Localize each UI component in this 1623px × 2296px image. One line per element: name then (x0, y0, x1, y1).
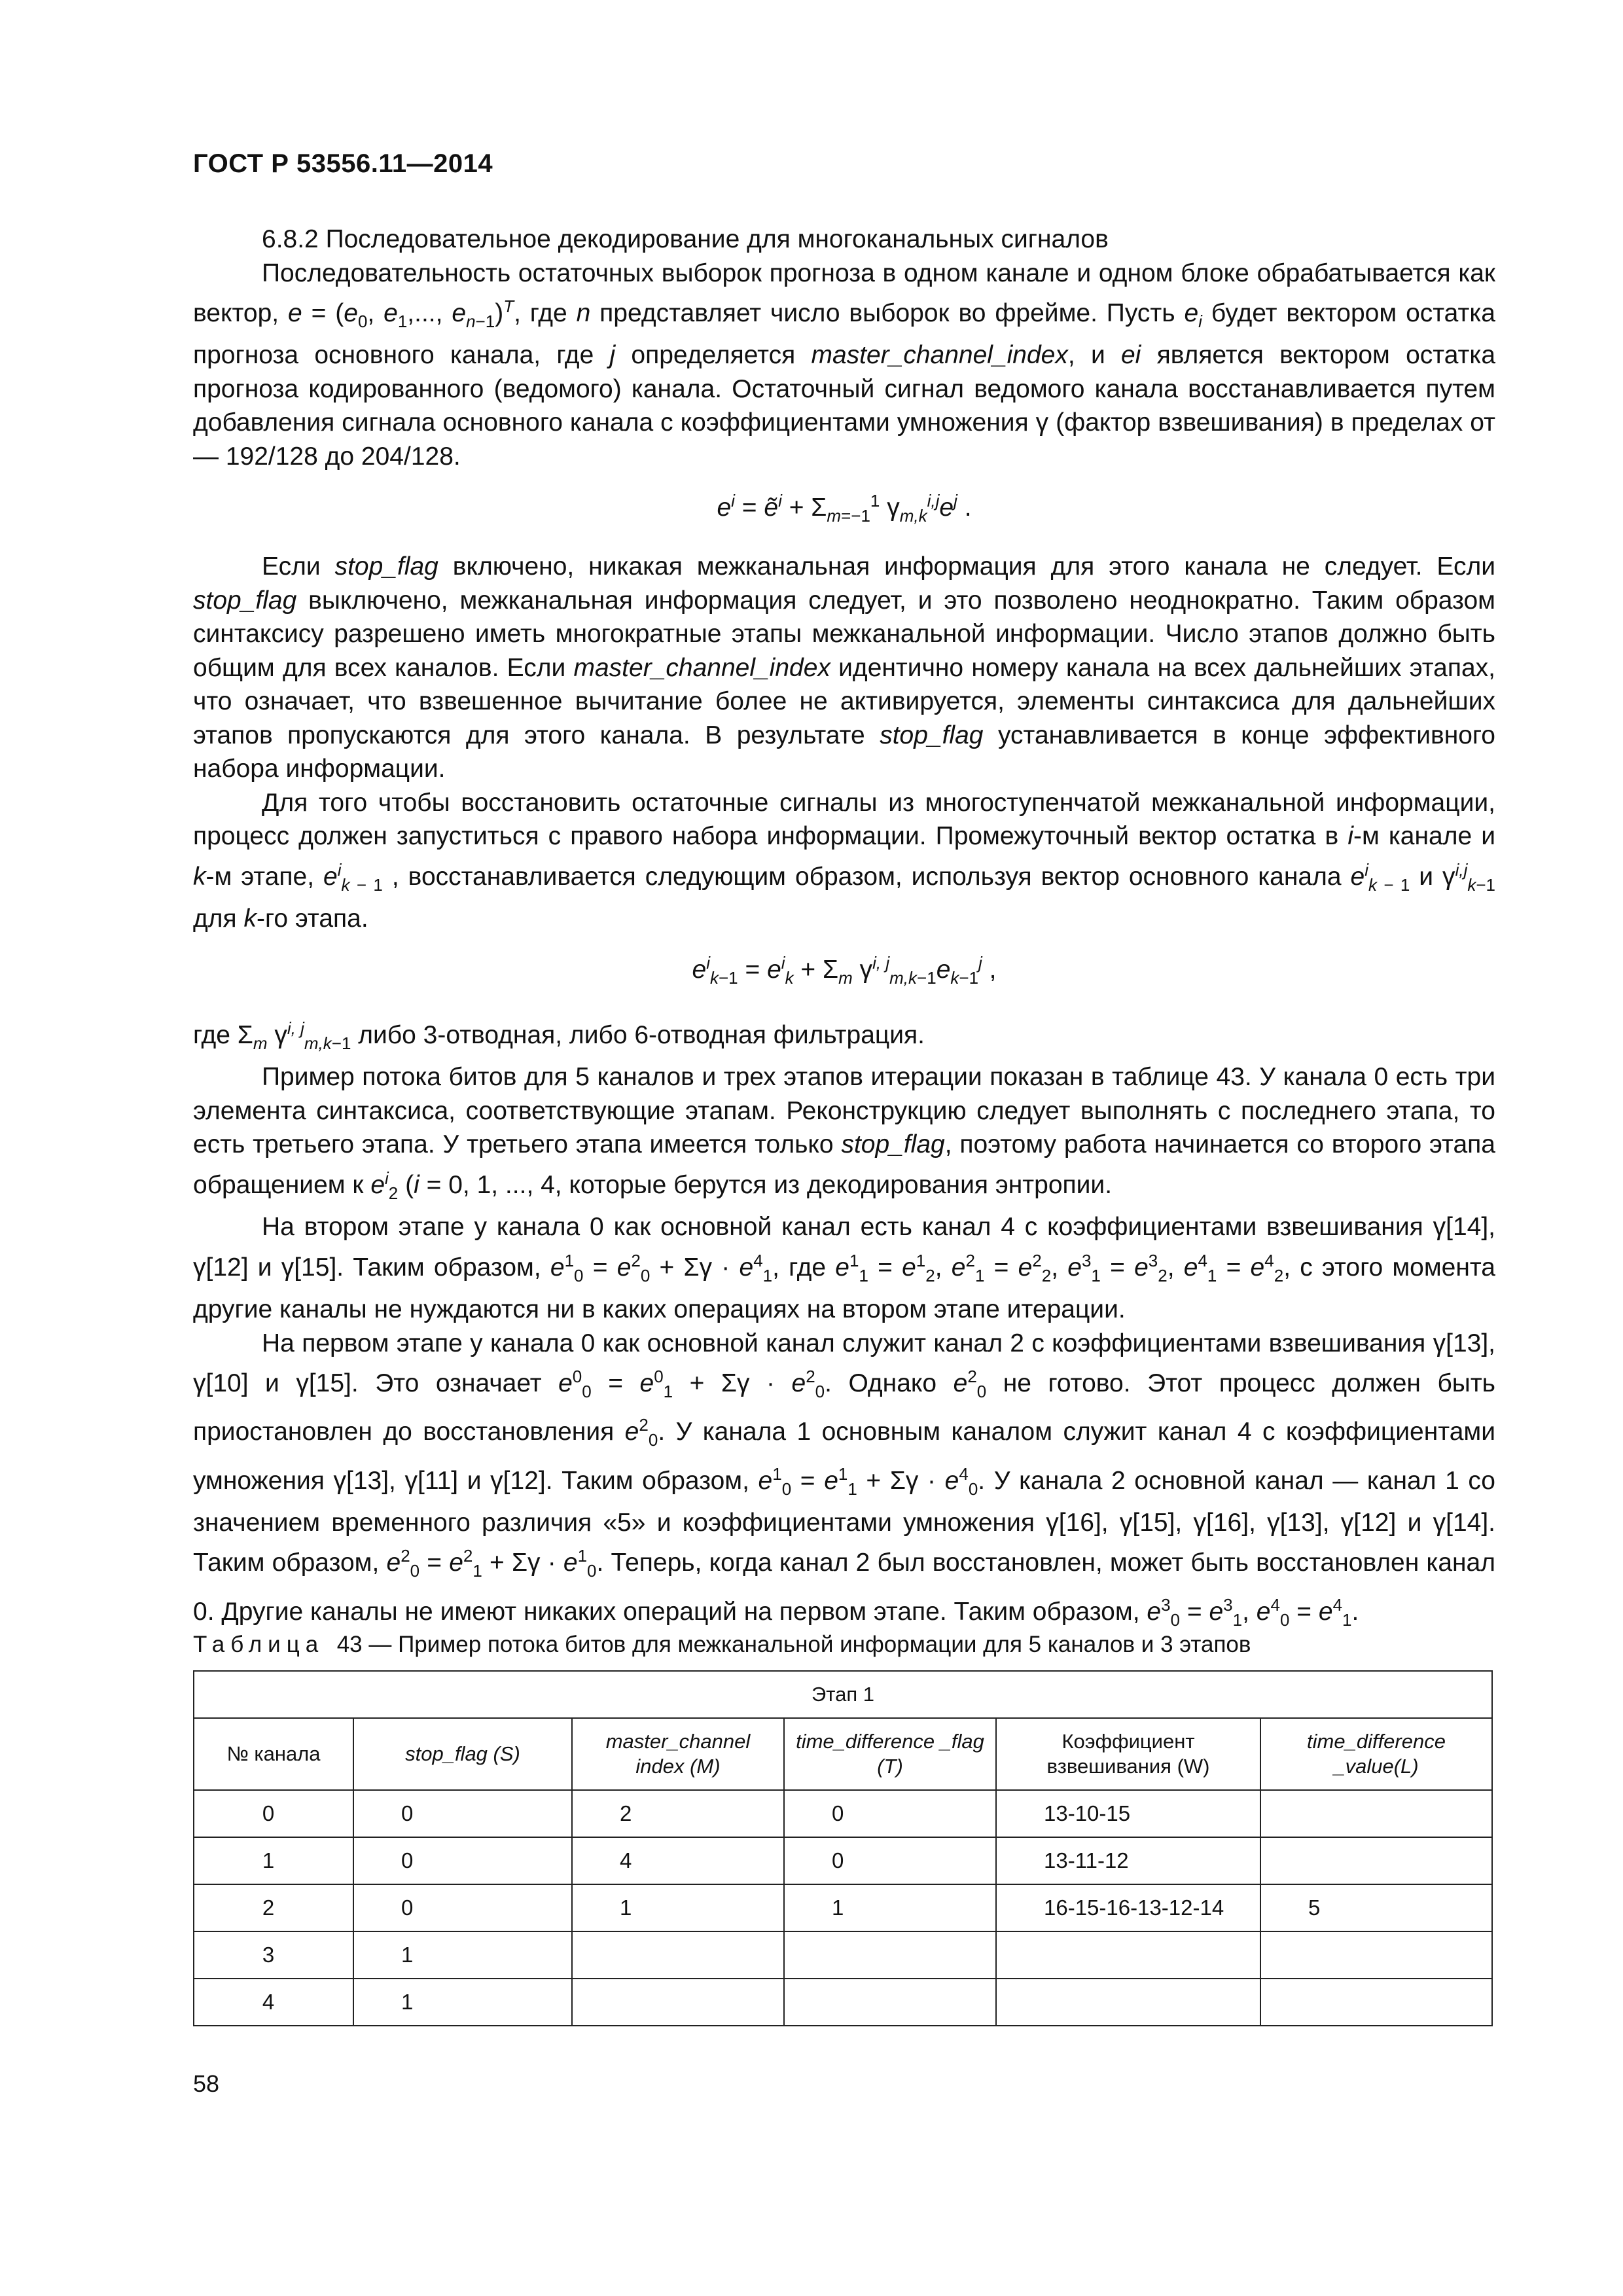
bitstream-table (193, 1670, 1493, 2026)
page-number: 58 (193, 2070, 220, 2097)
cell (1260, 1979, 1492, 2026)
table-row (194, 1837, 1492, 1884)
formula-2: $e^i_{k-1} = e^i_k + \Sigma_m$ $\gamma^{i, j}_{m,k-1}e_{k-1}^j$ , (692, 953, 997, 988)
table-caption-label: Таблица (193, 1632, 325, 1657)
cell (1260, 1837, 1492, 1884)
cell (572, 1931, 784, 1979)
document-body (193, 223, 1495, 1637)
cell: 13-10-15 (996, 1790, 1260, 1837)
header-channel: № канала (194, 1718, 353, 1790)
cell: 4 (194, 1979, 353, 2026)
paragraph-4: где $\Sigma_m$ $\gamma^{i, j}_{m,k-1}$ либо 3-отводная, либо 6-отводная фильтрация. (193, 1018, 925, 1053)
cell: 0 (784, 1790, 996, 1837)
table-caption-text: 43 — Пример потока битов для межканальной информации для 5 каналов и 3 этапов (336, 1632, 1251, 1657)
standard-header: ГОСТ Р 53556.11—2014 (193, 149, 493, 178)
cell (784, 1931, 996, 1979)
cell: 0 (353, 1837, 572, 1884)
table-caption (193, 1632, 1251, 1658)
cell: 0 (194, 1790, 353, 1837)
cell: 1 (353, 1979, 572, 2026)
cell: 5 (1260, 1884, 1492, 1931)
table-row (194, 1790, 1492, 1837)
paragraph-2: Если stop_flag включено, никакая межканальная информация для этого канала не следует. Если stop_flag выключено, межканальная информация следует, и это позволено неоднократно. Таким образом синтаксису разрешено иметь многократные этапы межканальной информации. Число этапов должно быть общим для всех каналов. Если master_channel_index идентично номеру канала на всех дальнейших этапах, что означает, что взвешенное вычитание более не активируется, элементы синтаксиса для дальнейших этапов пропускаются для этого канала. В результате stop_flag устанавливается в конце эффективного набора информации. (193, 552, 1496, 783)
header-master-channel: master_channel index (M) (572, 1718, 784, 1790)
table-row (194, 1979, 1492, 2026)
formula-1: $e^i$ = ẽ$^i$ + $\Sigma_{m=-1}^1$ $\gamma_{m,k}^{i,j}e^j$ . (717, 491, 972, 526)
cell (1260, 1790, 1492, 1837)
cell: 1 (784, 1884, 996, 1931)
cell (572, 1979, 784, 2026)
header-stop-flag: stop_flag (S) (353, 1718, 572, 1790)
cell: 2 (572, 1790, 784, 1837)
cell: 1 (572, 1884, 784, 1931)
cell: 0 (353, 1790, 572, 1837)
cell (784, 1979, 996, 2026)
table-row (194, 1931, 1492, 1979)
header-weighting: Коэффициент взвешивания (W) (996, 1718, 1260, 1790)
cell: 1 (194, 1837, 353, 1884)
cell: 3 (194, 1931, 353, 1979)
header-time-diff-value: time_difference _value(L) (1260, 1718, 1492, 1790)
cell: 2 (194, 1884, 353, 1931)
cell: 0 (353, 1884, 572, 1931)
table-row (194, 1884, 1492, 1931)
cell: 13-11-12 (996, 1837, 1260, 1884)
section-heading: 6.8.2 Последовательное декодирование для многоканальных сигналов (262, 225, 1109, 253)
paragraph-7: На первом этапе у канала 0 как основной канал служит канал 2 с коэффициентами взвешивания γ[13], γ[10] и γ[15]. Это означает $e^0_0 = e^0_1 + \Sigma\gamma \cdot e^2_0$. Однако $e^2_0$ не готово. Этот процесс должен быть приостановлен до восстановления $e^2_0$. У канала 1 основным каналом служит канал 4 с коэффициентами умножения γ[13], γ[11] и γ[12]. Таким образом, $e^1_0 = e^1_1 + \Sigma\gamma \cdot e^4_0$. У канала 2 основной канал — канал 1 со значением временного различия «5» и коэффициентами умножения γ[16], γ[15], γ[16], γ[13], γ[12] и γ[14]. Таким образом, $e^2_0 = e^2_1 + \Sigma\gamma \cdot e^1_0$. Теперь, когда канал 2 был восстановлен, может быть восстановлен канал 0. Другие каналы не имеют никаких операций на первом этапе. Таким образом, $e^3_0 = e^3_1$, $e^4_0 = e^4_1$. (193, 1329, 1495, 1630)
paragraph-1: Последовательность остаточных выборок прогноза в одном канале и одном блоке обрабатывается как вектор, $e = (e_0$, $e_1$,..., $e_{n-1})^T$, где n представляет число выборок во фрейме. Пусть $e_i$ будет вектором остатка прогноза основного канала, где j определяется master_channel_index, и ei является вектором остатка прогноза кодированного (ведомого) канала. Остаточный сигнал ведомого канала восстанавливается путем добавления сигнала основного канала с коэффициентами умножения γ (фактор взвешивания) в пределах от — 192/128 до 204/128. (193, 259, 1496, 471)
cell (1260, 1931, 1492, 1979)
cell: 0 (784, 1837, 996, 1884)
cell (996, 1979, 1260, 2026)
cell: 1 (353, 1931, 572, 1979)
cell (996, 1931, 1260, 1979)
header-time-diff-flag: time_difference _flag (T) (784, 1718, 996, 1790)
cell: 16-15-16-13-12-14 (996, 1884, 1260, 1931)
stage-header: Этап 1 (194, 1671, 1492, 1718)
paragraph-3: Для того чтобы восстановить остаточные сигналы из многоступенчатой межканальной информации, процесс должен запуститься с правого набора информации. Промежуточный вектор остатка в i-м канале и k-м этапе, $e^i_{k - 1}$ , восстанавливается следующим образом, используя вектор основного канала $e^i_{k - 1}$ и $\gamma^{i,j}_{k-1}$ для k-го этапа. (193, 788, 1495, 933)
cell: 4 (572, 1837, 784, 1884)
paragraph-6: На втором этапе у канала 0 как основной канал есть канал 4 с коэффициентами взвешивания γ[14], γ[12] и γ[15]. Таким образом, $e^1_0 = e^2_0 + \Sigma\gamma \cdot e^4_1$, где $e^1_1 = e^1_2$, $e^2_1 = e^2_2$, $e^3_1 = e^3_2$, $e^4_1 = e^4_2$, с этого момента другие каналы не нуждаются ни в каких операциях на втором этапе итерации. (193, 1213, 1495, 1324)
paragraph-5: Пример потока битов для 5 каналов и трех этапов итерации показан в таблице 43. У канала 0 есть три элемента синтаксиса, соответствующие этапам. Реконструкцию следует выполнять с последнего этапа, то есть третьего этапа. У третьего этапа имеется только stop_flag, поэтому работа начинается со второго этапа обращением к $e^i_2$ (i = 0, 1, ..., 4, которые берутся из декодирования энтропии. (193, 1063, 1495, 1203)
